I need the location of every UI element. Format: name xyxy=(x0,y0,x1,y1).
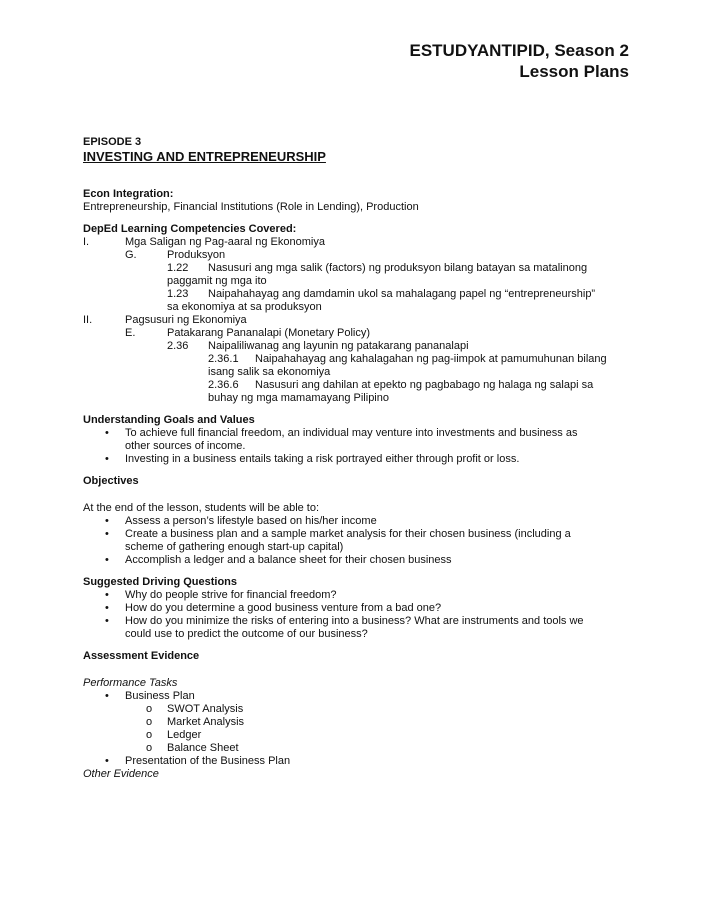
sub-competency-item xyxy=(83,379,643,392)
list-item: • Presentation of the Business Plan xyxy=(83,755,643,768)
list-item: • Business Plan xyxy=(83,690,643,703)
list-item: • Accomplish a ledger and a balance sheet for their chosen business xyxy=(83,554,643,567)
questions-list xyxy=(83,589,643,641)
sub-list-item: o Ledger xyxy=(83,729,643,742)
document-body xyxy=(83,136,643,781)
section-numeral: II. xyxy=(83,314,93,326)
sub-competency-text: Nasusuri ang dahilan at epekto ng pagbabago ng halaga ng salapi sa xyxy=(255,379,594,391)
competency-item xyxy=(83,288,643,301)
document-header xyxy=(410,40,630,82)
list-item: • Why do people strive for financial freedom? xyxy=(83,589,643,602)
sub-competency-text: Naipahahayag ang kahalagahan ng pag-iimpok at pamumuhunan bilang xyxy=(255,353,607,365)
performance-tasks-label: Performance Tasks xyxy=(83,677,178,689)
section-title: Mga Saligan ng Pag-aaral ng Ekonomiya xyxy=(125,236,325,248)
objectives-heading: Objectives xyxy=(83,475,139,487)
episode-title: INVESTING AND ENTREPRENEURSHIP xyxy=(83,149,326,164)
performance-tasks-list xyxy=(83,690,643,703)
section-2 xyxy=(83,314,643,327)
section-title: Pagsusuri ng Ekonomiya xyxy=(125,314,247,326)
list-item: • How do you minimize the risks of entering into a business? What are instruments and tools we could use to predict the outcome of our business? xyxy=(83,615,643,641)
document-type: Lesson Plans xyxy=(519,62,629,81)
competency-item xyxy=(83,262,643,275)
competency-text: Naipaliliwanag ang layunin ng patakarang pananalapi xyxy=(208,340,469,352)
objectives-intro: At the end of the lesson, students will be able to: xyxy=(83,502,320,514)
other-evidence-label: Other Evidence xyxy=(83,768,159,780)
competency-number: 2.36 xyxy=(167,340,189,352)
competency-text: Nasusuri ang mga salik (factors) ng produksyon bilang batayan sa matalinong xyxy=(208,262,588,274)
list-item: • Assess a person’s lifestyle based on his/her income xyxy=(83,515,643,528)
section-numeral: I. xyxy=(83,236,90,248)
sub-competency-text-cont: buhay ng mga mamamayang Pilipino xyxy=(208,392,389,404)
list-item: • To achieve full financial freedom, an individual may venture into investments and business as other sources of income. xyxy=(83,427,643,453)
sub-competency-item xyxy=(83,353,643,366)
section-subtitle: Produksyon xyxy=(167,249,226,261)
objectives-list xyxy=(83,515,643,567)
sub-list-item: o Balance Sheet xyxy=(83,742,643,755)
goals-list xyxy=(83,427,643,466)
episode-label: EPISODE 3 xyxy=(83,136,142,148)
competency-number: 1.22 xyxy=(167,262,189,274)
sub-competency-number: 2.36.6 xyxy=(208,379,239,391)
series-title: ESTUDYANTIPID, Season 2 xyxy=(409,41,629,60)
section-1-letter-row xyxy=(83,249,643,262)
competency-item xyxy=(83,340,643,353)
competency-text-cont: sa ekonomiya at sa produksyon xyxy=(167,301,322,313)
econ-text: Entrepreneurship, Financial Institutions (Role in Lending), Production xyxy=(83,201,419,213)
sub-list-item: o SWOT Analysis xyxy=(83,703,643,716)
questions-heading: Suggested Driving Questions xyxy=(83,576,238,588)
sub-competency-number: 2.36.1 xyxy=(208,353,239,365)
assessment-heading: Assessment Evidence xyxy=(83,650,200,662)
econ-heading: Econ Integration: xyxy=(83,188,174,200)
performance-tasks-list-cont xyxy=(83,755,643,768)
competency-text-cont: paggamit ng mga ito xyxy=(167,275,267,287)
sub-list-item: o Market Analysis xyxy=(83,716,643,729)
section-subtitle: Patakarang Pananalapi (Monetary Policy) xyxy=(167,327,371,339)
section-2-letter-row xyxy=(83,327,643,340)
section-letter: E. xyxy=(125,327,136,339)
deped-heading: DepEd Learning Competencies Covered: xyxy=(83,223,297,235)
business-plan-sublist xyxy=(83,703,643,755)
list-item: • How do you determine a good business venture from a bad one? xyxy=(83,602,643,615)
sub-competency-text-cont: isang salik sa ekonomiya xyxy=(208,366,331,378)
section-1 xyxy=(83,236,643,249)
competency-text: Naipahahayag ang damdamin ukol sa mahalagang papel ng “entrepreneurship” xyxy=(208,288,596,300)
list-item: • Investing in a business entails taking a risk portrayed either through profit or loss. xyxy=(83,453,643,466)
section-letter: G. xyxy=(125,249,137,261)
list-item: • Create a business plan and a sample market analysis for their chosen business (including a scheme of gathering enough start-up capital) xyxy=(83,528,643,554)
competency-number: 1.23 xyxy=(167,288,189,300)
goals-heading: Understanding Goals and Values xyxy=(83,414,255,426)
